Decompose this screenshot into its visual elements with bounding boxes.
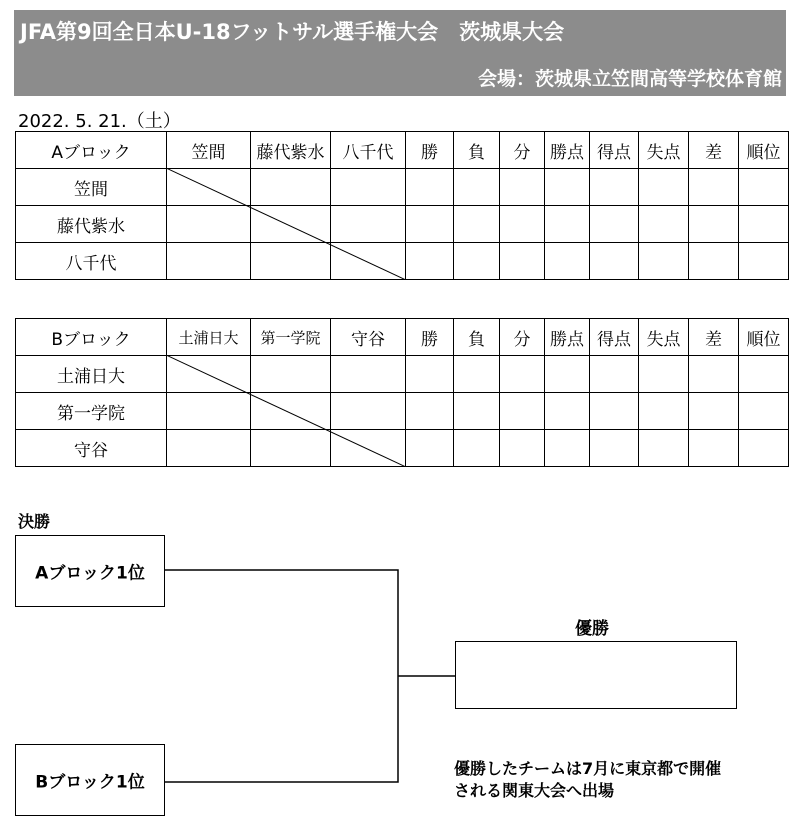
team-name: 笠間: [16, 169, 167, 206]
result-cell: [251, 206, 331, 243]
table-row: [16, 356, 789, 393]
stat-cell: [639, 169, 689, 206]
opponent-header: 第一学院: [251, 319, 331, 356]
opponent-header: 八千代: [331, 132, 406, 169]
stat-cell: [454, 169, 500, 206]
result-cell: [167, 169, 251, 206]
table-row: [16, 393, 789, 430]
col-points: 勝点: [545, 132, 590, 169]
stat-cell: [739, 393, 789, 430]
team-name: 八千代: [16, 243, 167, 280]
col-goals-against: 失点: [639, 319, 689, 356]
block-a-winner-slot: [15, 535, 165, 607]
result-cell: [167, 356, 251, 393]
note-line: 優勝したチームは7月に東京都で開催: [454, 759, 722, 778]
stat-cell: [739, 243, 789, 280]
stat-cell: [739, 356, 789, 393]
result-cell: [331, 430, 406, 467]
stat-cell: [590, 430, 639, 467]
block-b-winner-slot: [15, 744, 165, 816]
stat-cell: [639, 206, 689, 243]
stat-cell: [406, 393, 454, 430]
stat-cell: [689, 393, 739, 430]
stat-cell: [406, 243, 454, 280]
stat-cell: [454, 430, 500, 467]
team-name: 藤代紫水: [16, 206, 167, 243]
result-cell: [167, 206, 251, 243]
stat-cell: [454, 393, 500, 430]
qualification-note: [454, 758, 721, 802]
stat-cell: [689, 243, 739, 280]
team-name: 第一学院: [16, 393, 167, 430]
result-cell: [251, 243, 331, 280]
block-name: Bブロック: [16, 319, 167, 356]
block-name: Aブロック: [16, 132, 167, 169]
opponent-header: 土浦日大: [167, 319, 251, 356]
opponent-header: 笠間: [167, 132, 251, 169]
result-cell: [167, 243, 251, 280]
team-name: 守谷: [16, 430, 167, 467]
stat-cell: [639, 356, 689, 393]
col-rank: 順位: [739, 132, 789, 169]
slot-label: Bブロック1位: [35, 772, 145, 793]
champion-slot: [455, 641, 737, 709]
table-header-row: [16, 132, 789, 169]
result-cell: [251, 356, 331, 393]
venue-label: 会場：茨城県立笠間高等学校体育館: [477, 68, 782, 90]
team-name: 土浦日大: [16, 356, 167, 393]
stat-cell: [500, 243, 545, 280]
stat-cell: [689, 430, 739, 467]
stat-cell: [739, 430, 789, 467]
col-wins: 勝: [406, 132, 454, 169]
match-date: 2022. 5. 21.（土）: [18, 111, 181, 132]
result-cell: [331, 393, 406, 430]
stat-cell: [545, 430, 590, 467]
stat-cell: [590, 169, 639, 206]
stat-cell: [406, 206, 454, 243]
stat-cell: [500, 169, 545, 206]
tournament-title: JFA第9回全日本U-18フットサル選手権大会 茨城県大会: [20, 20, 565, 44]
col-goals-for: 得点: [590, 319, 639, 356]
col-draws: 分: [500, 319, 545, 356]
stat-cell: [500, 356, 545, 393]
result-cell: [167, 430, 251, 467]
stat-cell: [590, 393, 639, 430]
stat-cell: [406, 356, 454, 393]
opponent-header: 藤代紫水: [251, 132, 331, 169]
stat-cell: [590, 356, 639, 393]
stat-cell: [500, 206, 545, 243]
stat-cell: [500, 393, 545, 430]
stat-cell: [545, 206, 590, 243]
col-draws: 分: [500, 132, 545, 169]
table-row: [16, 243, 789, 280]
final-label: 決勝: [18, 512, 51, 531]
stat-cell: [500, 430, 545, 467]
stat-cell: [590, 206, 639, 243]
stat-cell: [545, 393, 590, 430]
result-cell: [251, 393, 331, 430]
stat-cell: [545, 243, 590, 280]
table-row: [16, 169, 789, 206]
note-line: される関東大会へ出場: [454, 781, 615, 800]
col-points: 勝点: [545, 319, 590, 356]
stat-cell: [454, 243, 500, 280]
stat-cell: [406, 169, 454, 206]
champion-label: 優勝: [575, 619, 609, 639]
stat-cell: [590, 243, 639, 280]
stat-cell: [739, 206, 789, 243]
result-cell: [331, 206, 406, 243]
slot-label: Aブロック1位: [35, 563, 145, 584]
block-b-table: [15, 318, 789, 467]
opponent-header: 守谷: [331, 319, 406, 356]
stat-cell: [545, 356, 590, 393]
col-goals-for: 得点: [590, 132, 639, 169]
stat-cell: [689, 206, 739, 243]
col-goal-diff: 差: [689, 319, 739, 356]
col-losses: 負: [454, 319, 500, 356]
result-cell: [331, 243, 406, 280]
title-banner: [14, 10, 786, 96]
col-goals-against: 失点: [639, 132, 689, 169]
result-cell: [251, 430, 331, 467]
result-cell: [251, 169, 331, 206]
col-losses: 負: [454, 132, 500, 169]
col-rank: 順位: [739, 319, 789, 356]
stat-cell: [639, 243, 689, 280]
stat-cell: [454, 356, 500, 393]
col-wins: 勝: [406, 319, 454, 356]
col-goal-diff: 差: [689, 132, 739, 169]
stat-cell: [406, 430, 454, 467]
table-row: [16, 430, 789, 467]
stat-cell: [454, 206, 500, 243]
stat-cell: [689, 356, 739, 393]
result-cell: [331, 356, 406, 393]
stat-cell: [689, 169, 739, 206]
stat-cell: [639, 430, 689, 467]
result-cell: [167, 393, 251, 430]
stat-cell: [639, 393, 689, 430]
result-cell: [331, 169, 406, 206]
stat-cell: [739, 169, 789, 206]
stat-cell: [545, 169, 590, 206]
table-row: [16, 206, 789, 243]
block-a-table: [15, 131, 789, 280]
table-header-row: [16, 319, 789, 356]
